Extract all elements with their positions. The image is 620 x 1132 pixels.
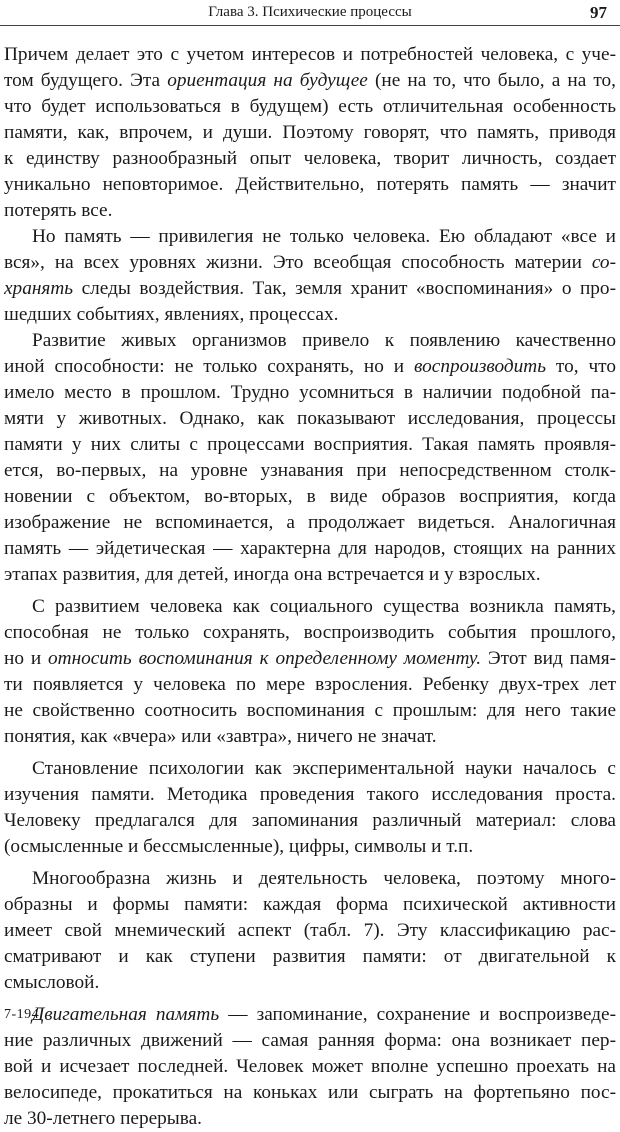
paragraph <box>4 756 616 860</box>
text-line: уникально неповторимое. Действительно, потерять память — значит <box>4 174 616 195</box>
text-line: шедших событиях, явлениях, процессах. <box>4 304 339 325</box>
text-line: не свойственно соотносить воспоминания с прошлым: для него такие <box>4 700 616 721</box>
text-line: том будущего. Эта ориентация на будущее (не на то, что было, а на то, <box>4 70 616 91</box>
text-line: ти появляется у человека по мере взросления. Ребенку двух-трех лет <box>4 674 616 695</box>
body-text <box>4 42 616 1132</box>
emphasis: со- <box>591 252 616 273</box>
text-line: Двигательная память — запоминание, сохранение и воспроизведе- <box>32 1004 616 1025</box>
paragraph <box>4 866 616 996</box>
text-line: Развитие живых организмов привело к появлению качественно <box>32 330 616 351</box>
paragraph <box>4 224 616 328</box>
text-line: Человеку предлагался для запоминания различный материал: слова <box>4 810 616 831</box>
text-line: память — эйдетическая — характерна для народов, стоящих на ранних <box>4 538 616 559</box>
text-line: хранять следы воздействия. Так, земля хранит «воспоминания» о про- <box>4 278 616 299</box>
running-header <box>0 0 620 30</box>
text-line: мяти у животных. Однако, как показывают исследования, процессы <box>4 408 616 429</box>
text-line: сматривают и как ступени развития памяти: от двигательной к <box>4 946 616 967</box>
text-line: к единству разнообразный опыт человека, творит личность, создает <box>4 148 616 169</box>
text-line: ние различных движений — самая ранняя форма: она возникает пер- <box>4 1030 616 1051</box>
text-line: вой и исчезает последней. Человек может вполне успешно проехать на <box>4 1056 616 1077</box>
emphasis: воспроизводить <box>414 356 547 377</box>
paragraph <box>4 1002 616 1132</box>
text-line: имело место в прошлом. Трудно усомниться в наличии подобной па- <box>4 382 616 403</box>
text-line: памяти, как, впрочем, и души. Поэтому говорят, что память, приводя <box>4 122 616 143</box>
text-line: изучения памяти. Методика проведения такого исследования проста. <box>4 784 616 805</box>
text-line: новении с объектом, во-вторых, в виде образов восприятия, когда <box>4 486 616 507</box>
text-line: ется, во-первых, на уровне узнавания при непосредственном столк- <box>4 460 616 481</box>
text-line: этапах развития, для детей, иногда она встречается и у взрослых. <box>4 564 541 585</box>
text-line: С развитием человека как социального существа возникла память, <box>32 596 616 617</box>
text-line: (осмысленные и бессмысленные), цифры, символы и т.п. <box>4 836 474 857</box>
text-line: смысловой. <box>4 972 100 993</box>
page-number: 97 <box>590 3 607 22</box>
text-line: имеет свой мнемический аспект (табл. 7). Эту классификацию рас- <box>4 920 616 941</box>
chapter-title: Глава 3. Психические процессы <box>208 4 412 20</box>
printer-signature: 7-194 <box>4 1007 40 1022</box>
paragraph <box>4 328 616 588</box>
text-line: но и относить воспоминания к определенному моменту. Этот вид памя- <box>4 648 616 669</box>
text-line: способная не только сохранять, воспроизводить события прошлого, <box>4 622 616 643</box>
paragraph <box>4 42 616 224</box>
header-rule <box>0 25 620 26</box>
paragraph <box>4 594 616 750</box>
text-line: Становление психологии как экспериментальной науки началось с <box>32 758 616 779</box>
text-line: изображение не вспоминается, а продолжает видеться. Аналогичная <box>4 512 616 533</box>
text-line: Но память — привилегия не только человека. Ею обладают «все и <box>32 226 616 247</box>
emphasis: относить воспоминания к определенному моменту. <box>48 648 482 669</box>
text-line: образны и формы памяти: каждая форма психической активности <box>4 894 616 915</box>
text-line: что будет использоваться в будущем) есть отличительная особенность <box>4 96 616 117</box>
text-line: вся», на всех уровнях жизни. Это всеобщая способность материи со- <box>4 252 616 273</box>
text-line: велосипеде, прокатиться на коньках или сыграть на фортепьяно пос- <box>4 1082 616 1103</box>
text-line: памяти у них слиты с процессами восприятия. Такая память проявля- <box>4 434 616 455</box>
text-line: иной способности: не только сохранять, но и воспроизводить то, что <box>4 356 616 377</box>
text-line: понятия, как «вчера» или «завтра», ничего не значат. <box>4 726 437 747</box>
text-line: Многообразна жизнь и деятельность человека, поэтому много- <box>32 868 616 889</box>
emphasis: хранять <box>4 278 74 299</box>
emphasis: Двигательная память <box>32 1004 220 1025</box>
text-line: потерять все. <box>4 200 113 221</box>
emphasis: ориентация на будущее <box>167 70 368 91</box>
text-line: ле 30-летнего перерыва. <box>4 1108 202 1129</box>
text-line: Причем делает это с учетом интересов и потребностей человека, с уче- <box>4 44 616 65</box>
